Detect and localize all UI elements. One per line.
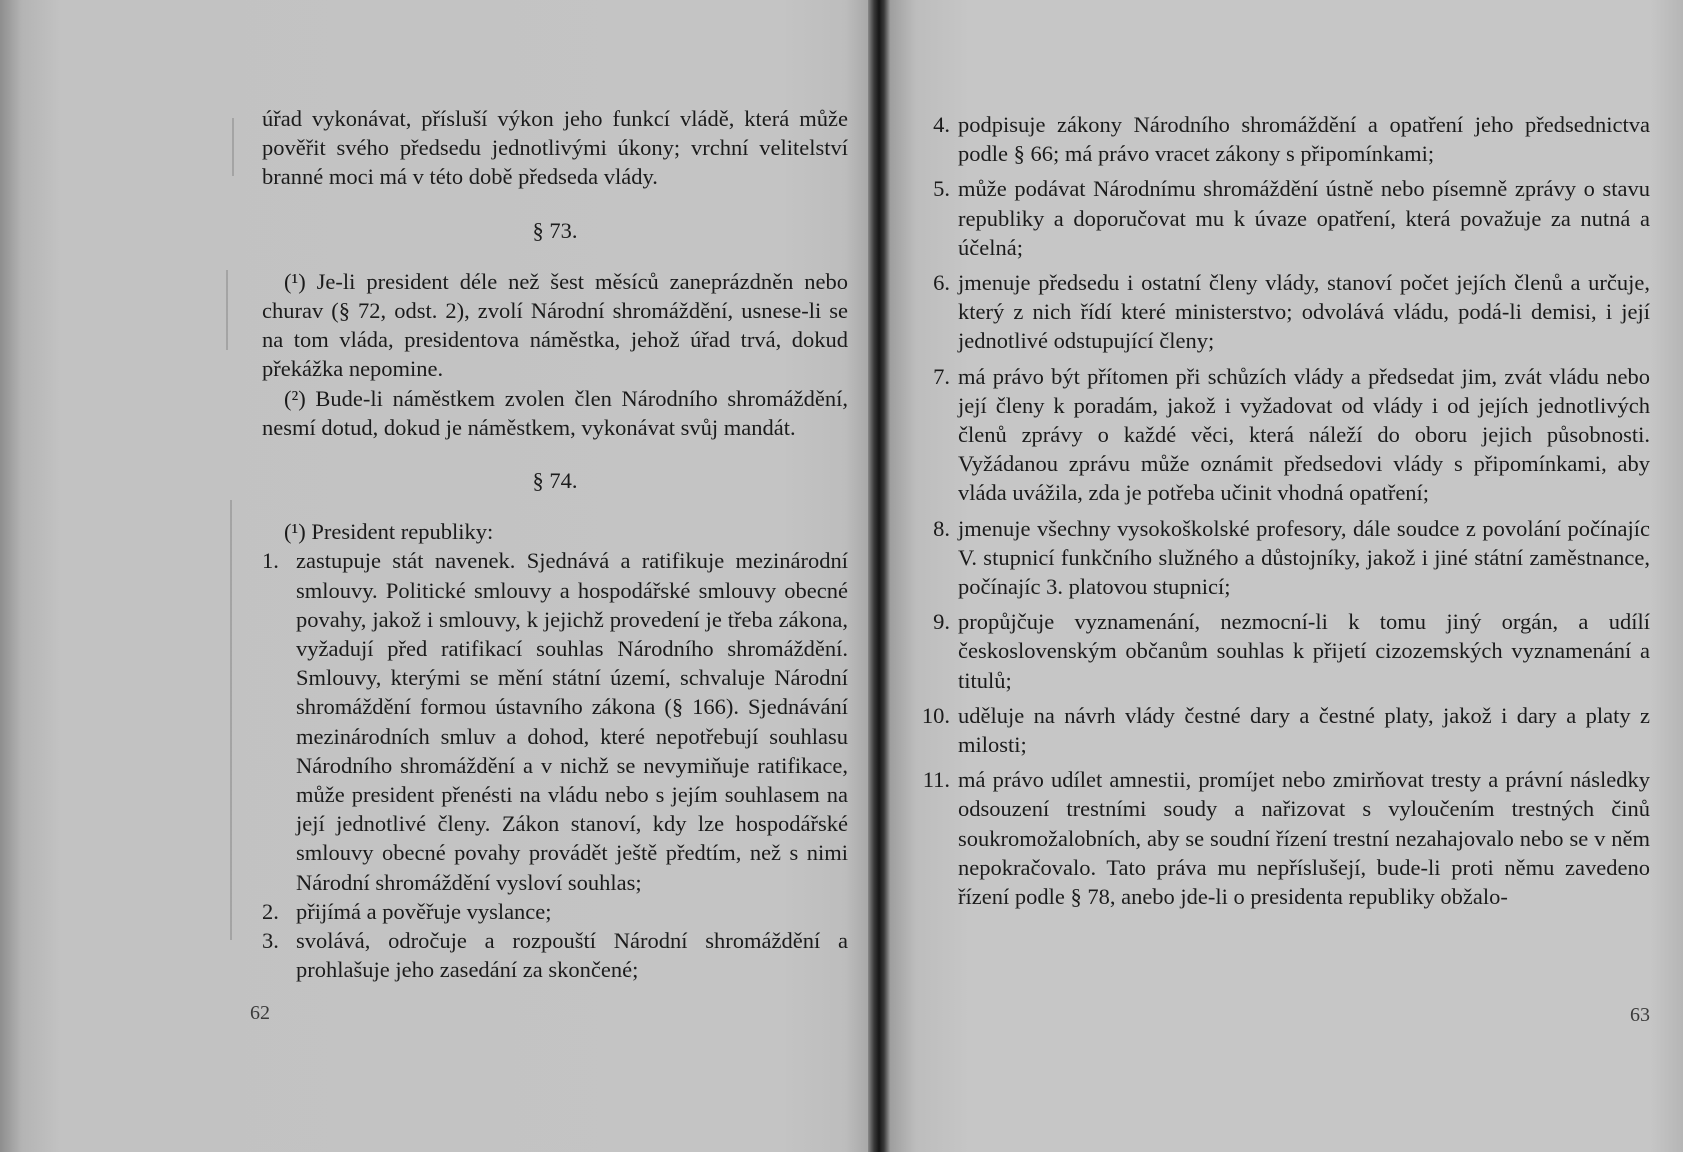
pencil-mark [230,500,232,940]
list-item-text: propůjčuje vyznamenání, nezmocní-li k tomu jiný orgán, a udílí československým občanům souhlas k přijetí cizozemských vyznamenání a titulů; [958,609,1650,693]
section-heading-73: § 73. [532,217,578,243]
list-item-number: 4. [933,112,950,137]
list-item-text: uděluje na návrh vlády čestné dary a čestné platy, jakož i dary a platy z milosti; [958,702,1650,758]
section-74-lead: (¹) President republiky: [284,519,494,545]
list-item [920,110,1650,168]
list-item-text: má právo být přítomen při schůzích vlády a předsedat jim, zvát vládu nebo její členy k poradám, jakož i vyžadovat od vlády i od jejích jednotlivých členů zprávy o každé věci, která náleží do oboru jejich působnosti. Vyžádanou zprávu může oznámit předsedovi vlády s připomínkami, aby vláda uvážila, zda je potřeba učinit vhodná opatření; [958,363,1650,506]
list-item [920,174,1650,262]
list-item-text: jmenuje předsedu i ostatní členy vlády, stanoví počet jejích členů a určuje, který z nich řídí které ministerstvo; odvolává vládu, podá-li demisi, i její jednotlivé odstupující členy; [958,270,1650,354]
pencil-mark [232,118,234,176]
right-page-text [920,110,1650,917]
book-gutter [868,0,890,1152]
list-item-text: má právo udílet amnestii, promíjet nebo zmirňovat tresty a právní následky odsouzení trestními soudy a nařizovat s vyloučením trestných činů soukromožalobních, aby se soudní řízení trestní nezahajovalo nebo se v něm nepokračovalo. Tato práva mu nepříslušejí, bude-li proti němu zavedeno řízení podle § 78, anebo jde-li o presidenta republiky obžalo- [958,767,1650,910]
section-73-paragraph-1: (¹) Je-li president déle než šest měsíců zaneprázdněn nebo churav (§ 72, odst. 2), zvolí Národní shromáždění, usnese-li se na tom vláda, presidentova náměstka, jehož úřad trvá, dokud překážka nepomine. [262,268,848,382]
list-item-text: může podávat Národnímu shromáždění ústně nebo písemně zprávy o stavu republiky a doporučovat mu k úvaze opatření, která považuje za nutná a účelná; [958,176,1650,260]
section-heading-74: § 74. [532,468,578,494]
list-item-number: 10. [921,702,950,728]
list-item [920,765,1650,911]
list-item-number: 7. [933,363,950,389]
page-number-left: 62 [250,1002,270,1024]
list-item [262,546,848,896]
page-number-right: 63 [1630,1004,1650,1026]
list-item-text: jmenuje všechny vysokoškolské profesory, dále soudce z povolání počínajíc V. stupnicí funkčního služného a důstojníky, jakož i jiné státní zaměstnance, počínajíc 3. platovou stupnicí; [958,515,1650,600]
list-item-number: 3. [262,928,279,954]
list-item [920,362,1650,508]
intro-paragraph: úřad vykonávat, přísluší výkon jeho funkcí vládě, která může pověřit svého předsedu jednotlivými úkony; vrchní velitelství branné moci má v této době předseda vlády. [262,106,848,190]
list-item [262,926,848,984]
list-item-number: 11. [922,767,950,793]
pencil-mark [226,270,228,350]
list-item-text: přijímá a pověřuje vyslance; [296,898,552,924]
list-item [920,701,1650,759]
list-item [920,268,1650,356]
list-item-text: podpisuje zákony Národního shromáždění a opatření jeho předsednictva podle § 66; má právo vracet zákony s připomínkami; [958,112,1650,167]
list-item-number: 8. [933,515,950,541]
list-item [920,607,1650,695]
right-page [890,0,1683,1152]
section-73-paragraph-2: (²) Bude-li náměstkem zvolen člen Národního shromáždění, nesmí dotud, dokud je náměstkem, vykonávat svůj mandát. [262,385,848,440]
list-item-number: 5. [933,176,950,202]
list-item-text: svolává, odročuje a rozpouští Národní shromáždění a prohlašuje jeho zasedání za skončené; [296,928,848,983]
list-item [262,897,848,926]
left-page-text [262,104,848,984]
list-item-number: 6. [933,270,950,296]
list-item-number: 1. [262,548,279,574]
list-item [920,514,1650,602]
list-item-text: zastupuje stát navenek. Sjednává a ratifikuje mezinárodní smlouvy. Politické smlouvy a hospodářské smlouvy obecné povahy, jakož i smlouvy, k jejichž provedení je třeba zákona, vyžadují před ratifikací souhlas Národního shromáždění. Smlouvy, kterými se mění státní území, schvaluje Národní shromáždění formou ústavního zákona (§ 166). Sjednávání mezinárodních smluv a dohod, které nepotřebují souhlasu Národního shromáždění a v nichž se nevymiňuje ratifikace, může president přenésti na vládu nebo s jejím souhlasem na její jednotlivé členy. Zákon stanoví, kdy lze hospodářské smlouvy obecné povahy provádět ještě předtím, než s nimi Národní shromáždění vysloví souhlas; [296,548,848,895]
list-item-number: 2. [262,898,279,924]
list-item-number: 9. [933,609,950,635]
